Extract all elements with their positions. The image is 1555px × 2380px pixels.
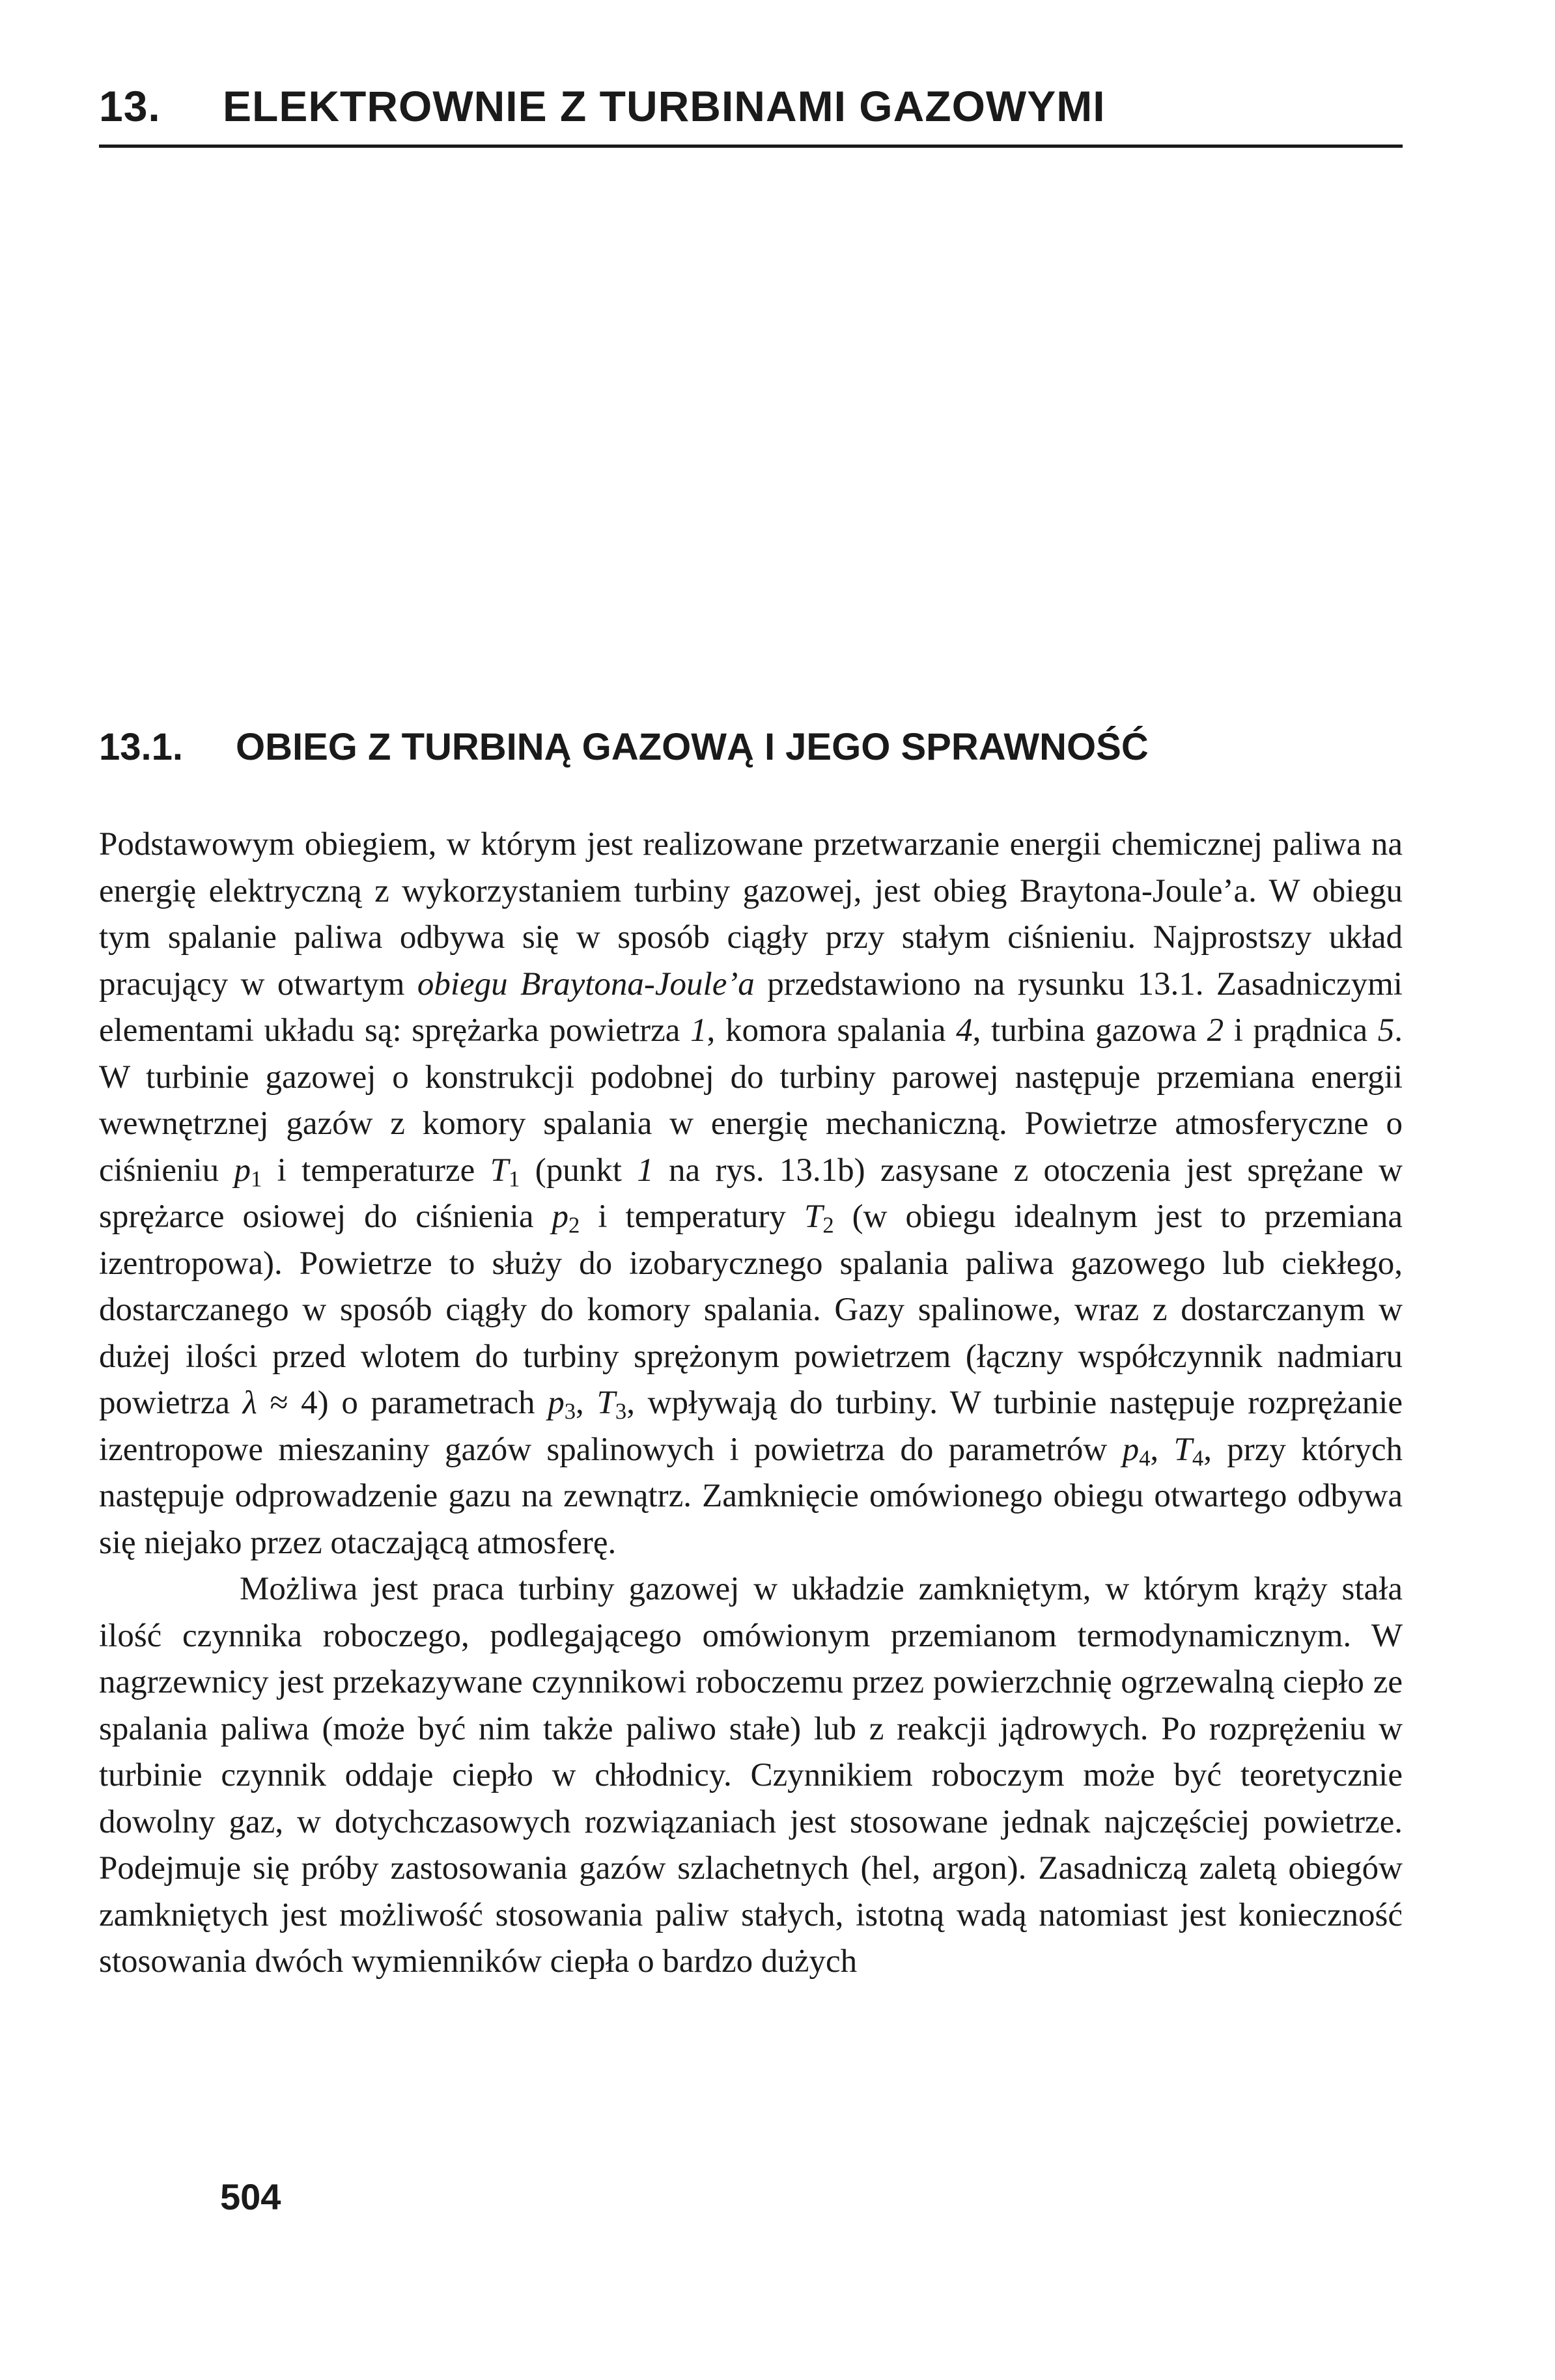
text-run: i prądnica bbox=[1224, 1012, 1378, 1049]
italic-text: T bbox=[1173, 1431, 1192, 1468]
text-run: , bbox=[1150, 1431, 1174, 1468]
body-text bbox=[99, 822, 1403, 1986]
text-run: , turbina gazowa bbox=[972, 1012, 1207, 1049]
section-title: OBIEG Z TURBINĄ GAZOWĄ I JEGO SPRAWNOŚĆ bbox=[236, 726, 1149, 768]
italic-text: T bbox=[490, 1152, 509, 1189]
text-run: ≈ 4) o parametrach bbox=[257, 1385, 548, 1421]
italic-text: p bbox=[234, 1152, 251, 1189]
italic-text: 1 bbox=[690, 1012, 707, 1049]
subscript: 2 bbox=[568, 1212, 580, 1238]
subscript: 1 bbox=[250, 1166, 262, 1192]
text-run: (w obiegu idealnym jest to przemiana izentropowa). Powietrze to służy do izobarycznego spalania paliwa gazowego lub ciekłego, dostarczanego w sposób ciągły do komory spalania. Gazy spalinowe, wraz z dostarczanym w dużej ilości przed wlotem do turbiny sprężonym powietrzem (łączny współczynnik nadmiaru powietrza bbox=[99, 1198, 1403, 1421]
text-run: . W turbinie gazowej o konstrukcji podobnej do turbiny parowej następuje przemiana energii wewnętrznej gazów z komory spalania w energię mechaniczną. Powietrze atmosferyczne o ciśnieniu bbox=[99, 1012, 1403, 1189]
italic-text: 2 bbox=[1207, 1012, 1224, 1049]
chapter-number: 13. bbox=[99, 82, 161, 130]
text-run: , przy których następuje odprowadzenie gazu na zewnątrz. Zamknięcie omówionego obiegu otwartego odbywa się niejako przez otaczającą atmosferę. bbox=[99, 1431, 1403, 1561]
text-run: przedstawiono na rysunku 13.1. Zasadniczymi elementami układu są: sprężarka powietrza bbox=[99, 965, 1403, 1049]
text-run: , komora spalania bbox=[707, 1012, 957, 1049]
text-run: Podstawowym obiegiem, w którym jest realizowane przetwarzanie energii chemicznej paliwa na energię elektryczną z wykorzystaniem turbiny gazowej, jest obieg Braytona-Joule’a. W obiegu tym spalanie paliwa odbywa się w sposób ciągły przy stałym ciśnieniu. Najprostszy układ pracujący w otwartym bbox=[99, 826, 1403, 1003]
italic-text: 5 bbox=[1377, 1012, 1395, 1049]
italic-text: obiegu Braytona-Joule’a bbox=[417, 965, 755, 1003]
paragraph bbox=[99, 822, 1403, 1566]
italic-text: p bbox=[552, 1198, 568, 1235]
italic-text: p bbox=[548, 1385, 565, 1421]
chapter-header bbox=[99, 77, 1401, 135]
text-run: i temperaturze bbox=[262, 1152, 490, 1189]
text-run: na rys. 13.1b) zasysane z otoczenia jest sprężane w sprężarce osiowej do ciśnienia bbox=[99, 1152, 1403, 1235]
subscript: 4 bbox=[1192, 1445, 1204, 1471]
italic-text: T bbox=[596, 1385, 615, 1421]
text-run: (punkt bbox=[520, 1152, 637, 1189]
subscript: 3 bbox=[564, 1398, 576, 1424]
text-run: Możliwa jest praca turbiny gazowej w układzie zamkniętym, w którym krąży stała ilość czynnika roboczego, podlegającego omówionym przemianom termodynamicznym. W nagrzewnicy jest przekazywane czynnikowi roboczemu przez powierzchnię ogrzewalną ciepło ze spalania paliwa (może być nim także paliwo stałe) lub z reakcji jądrowych. Po rozprężeniu w turbinie czynnik oddaje ciepło w chłodnicy. Czynnikiem roboczym może być teoretycznie dowolny gaz, w dotychczasowych rozwiązaniach jest stosowane jednak najczęściej powietrze. Podejmuje się próby zastosowania gazów szlachetnych (hel, argon). Zasadniczą zaletą obiegów zamkniętych jest możliwość stosowania paliw stałych, istotną wadą natomiast jest konieczność stosowania dwóch wymienników ciepła o bardzo dużych bbox=[99, 1571, 1403, 1980]
italic-text: T bbox=[804, 1198, 823, 1235]
subscript: 3 bbox=[615, 1398, 627, 1424]
italic-text: p bbox=[1122, 1431, 1140, 1468]
page-number: 504 bbox=[220, 2176, 281, 2217]
text-run: i temperatury bbox=[580, 1198, 804, 1235]
italic-text: 4 bbox=[956, 1012, 973, 1049]
paragraph bbox=[99, 1566, 1403, 1986]
section-heading bbox=[99, 721, 1401, 773]
section-number: 13.1. bbox=[99, 726, 183, 768]
text-run: , wpływają do turbiny. W turbinie następuje rozprężanie izentropowe mieszaniny gazów spalinowych i powietrza do parametrów bbox=[99, 1385, 1403, 1468]
subscript: 2 bbox=[822, 1212, 834, 1238]
chapter-title: ELEKTROWNIE Z TURBINAMI GAZOWYMI bbox=[223, 82, 1106, 130]
subscript: 4 bbox=[1139, 1445, 1151, 1471]
text-run: , bbox=[576, 1385, 597, 1421]
subscript: 1 bbox=[509, 1166, 520, 1192]
italic-text: λ bbox=[242, 1385, 257, 1421]
header-rule bbox=[99, 145, 1403, 148]
italic-text: 1 bbox=[637, 1152, 654, 1189]
